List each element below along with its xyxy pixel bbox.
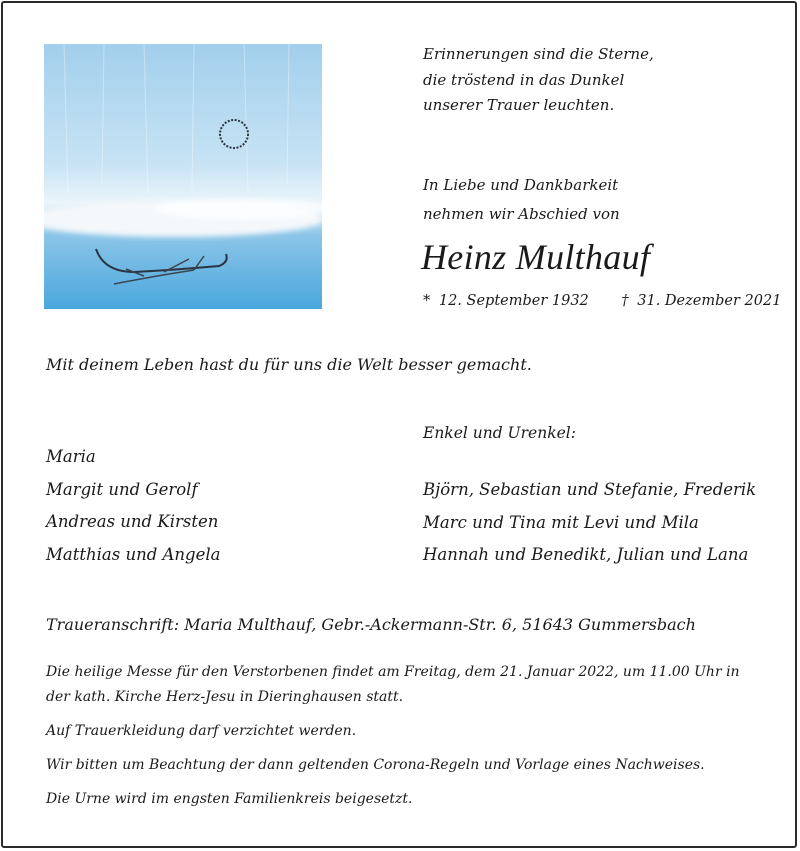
corona-note: Wir bitten um Beachtung der dann geltenden Corona-Regeln und Vorlage eines Nachweises. bbox=[46, 757, 705, 773]
mass-note-line: der kath. Kirche Herz-Jesu in Dieringhausen statt. bbox=[46, 689, 404, 705]
dress-note: Auf Trauerkleidung darf verzichtet werden. bbox=[46, 723, 357, 739]
motto: Mit deinem Leben hast du für uns die Welt besser gemacht. bbox=[46, 355, 532, 374]
poem-line: die tröstend in das Dunkel bbox=[423, 70, 625, 89]
grandchildren-line: Hannah und Benedikt, Julian und Lana bbox=[423, 545, 749, 564]
mass-note-line: Die heilige Messe für den Verstorbenen findet am Freitag, dem 21. Januar 2022, um 11.00 Uhr in bbox=[46, 664, 740, 680]
watercolor-image bbox=[44, 44, 322, 309]
grandchildren-heading: Enkel und Urenkel: bbox=[423, 424, 576, 442]
death-date: 31. Dezember 2021 bbox=[637, 293, 782, 309]
mourning-address: Traueranschrift: Maria Multhauf, Gebr.-Ackermann-Str. 6, 51643 Gummersbach bbox=[46, 615, 696, 634]
poem-line: Erinnerungen sind die Sterne, bbox=[423, 45, 654, 63]
deceased-name: Heinz Multhauf bbox=[421, 237, 651, 277]
grandchildren-list bbox=[423, 474, 756, 572]
birth-symbol: * bbox=[423, 293, 431, 309]
notes bbox=[46, 660, 766, 812]
grandchildren-line: Marc und Tina mit Levi und Mila bbox=[423, 512, 699, 532]
family-member: Maria bbox=[46, 447, 96, 466]
life-dates bbox=[423, 293, 785, 309]
death-symbol: † bbox=[621, 293, 629, 309]
intro-text bbox=[423, 171, 620, 229]
urn-note: Die Urne wird im engsten Familienkreis beigesetzt. bbox=[46, 791, 413, 807]
grandchildren-line: Björn, Sebastian und Stefanie, Frederik bbox=[423, 480, 757, 499]
family-member: Andreas und Kirsten bbox=[46, 512, 219, 531]
birth-date: 12. September 1932 bbox=[438, 293, 589, 309]
poem bbox=[423, 42, 654, 119]
family-member: Matthias und Angela bbox=[46, 544, 221, 564]
poem-line: unserer Trauer leuchten. bbox=[423, 96, 615, 114]
intro-line: nehmen wir Abschied von bbox=[423, 205, 620, 223]
family-member: Margit und Gerolf bbox=[46, 479, 198, 499]
family-list bbox=[46, 441, 221, 571]
intro-line: In Liebe und Dankbarkeit bbox=[423, 176, 619, 194]
